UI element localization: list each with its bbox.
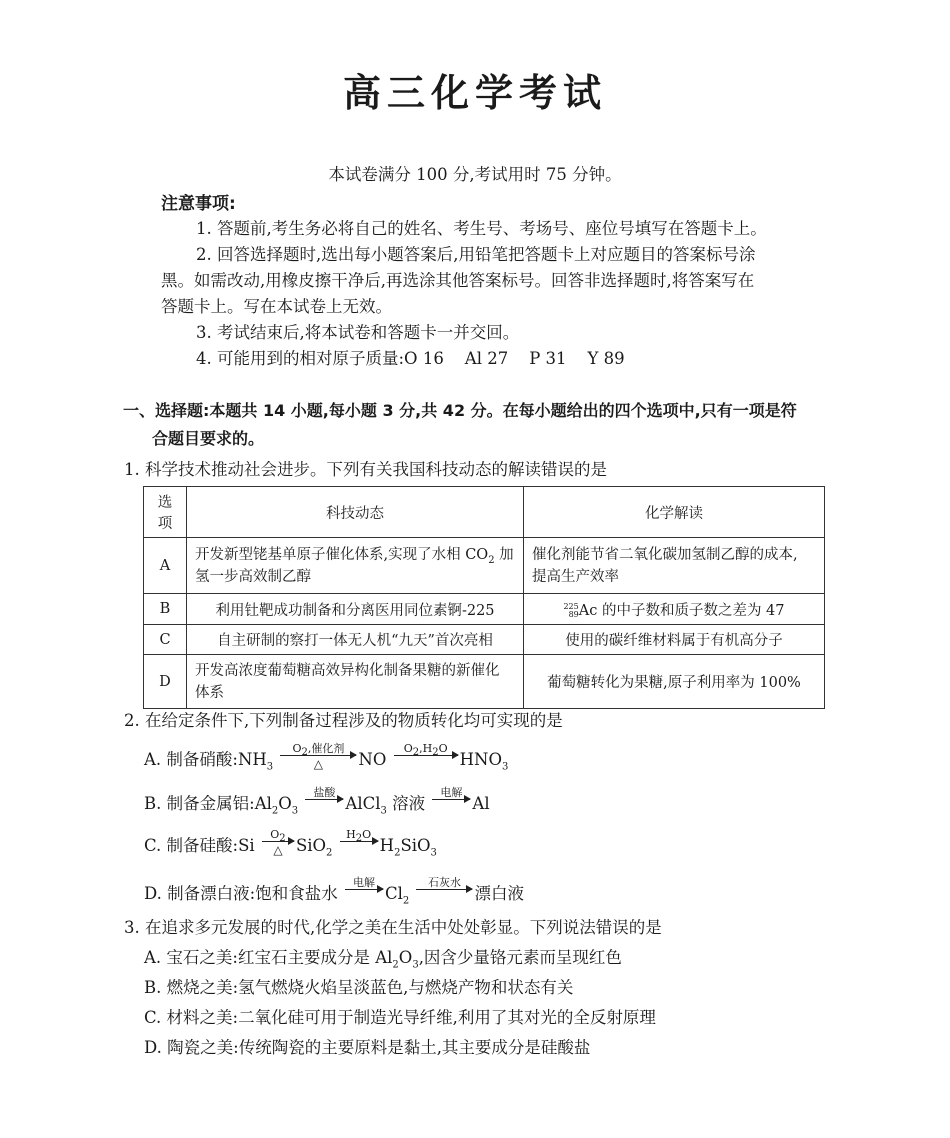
section-heading-line-2: 合题目要求的。 <box>152 429 265 448</box>
subscript: 2 <box>271 805 279 817</box>
arrow-icon <box>280 755 356 758</box>
row-tech: 利用钍靶成功制备和分离医用同位素锕-225 <box>187 594 524 625</box>
row-interpretation: 葡萄糖转化为果糖,原子利用率为 100% <box>524 655 825 709</box>
arrow-icon <box>340 841 378 844</box>
reaction-arrow <box>432 787 470 815</box>
option-text: A. 宝石之美:红宝石主要成分是 Al <box>144 948 393 967</box>
condition: O <box>403 741 413 755</box>
condition: ,催化剂 <box>307 741 345 755</box>
header-interpretation: 化学解读 <box>524 487 825 538</box>
formula: Si <box>238 836 255 855</box>
subscript: 3 <box>412 959 419 971</box>
condition: O <box>438 741 448 755</box>
row-tech-text: 开发新型铑基单原子催化体系,实现了水相 CO <box>195 546 489 563</box>
formula: SiO <box>295 836 327 855</box>
condition: 石灰水 <box>427 875 461 889</box>
row-label: C <box>144 625 187 655</box>
reaction-arrow <box>416 877 472 905</box>
heat-symbol: △ <box>273 842 283 857</box>
condition: ,H <box>419 741 433 755</box>
page-title: 高三化学考试 <box>342 71 607 115</box>
mass-number: 225 <box>563 601 579 611</box>
table-row <box>144 625 825 655</box>
atomic-number: 89 <box>568 609 579 619</box>
option-2b <box>144 785 490 819</box>
option-3c: C. 材料之美:二氧化硅可用于制造光导纤维,利用了其对光的全反射原理 <box>144 1008 656 1027</box>
subscript: 2 <box>326 847 333 859</box>
condition: 电解 <box>352 875 375 889</box>
row-tech <box>187 538 524 594</box>
header-option: 选项 <box>144 487 187 538</box>
question-1-stem: 1. 科学技术推动社会进步。下列有关我国科技动态的解读错误的是 <box>124 460 607 479</box>
formula: HNO <box>459 750 502 769</box>
formula: Al <box>254 794 272 813</box>
reaction-arrow <box>305 787 343 815</box>
question-3-stem: 3. 在追求多元发展的时代,化学之美在生活中处处彰显。下列说法错误的是 <box>124 918 662 937</box>
exam-info: 本试卷满分 100 分,考试用时 75 分钟。 <box>328 165 622 184</box>
question-2-stem: 2. 在给定条件下,下列制备过程涉及的物质转化均可实现的是 <box>124 711 563 730</box>
subscript: 2 <box>279 832 286 844</box>
reaction-arrow <box>394 743 458 771</box>
question-1-table <box>143 486 825 709</box>
condition: H <box>346 827 356 841</box>
row-label: A <box>144 538 187 594</box>
note-2-line-3: 答题卡上。写在本试卷上无效。 <box>161 297 392 316</box>
table-row <box>144 594 825 625</box>
arrow-icon <box>394 755 458 758</box>
row-interp-text: Ac 的中子数和质子数之差为 47 <box>578 602 785 619</box>
formula: NH <box>237 750 267 769</box>
arrow-icon <box>345 889 383 892</box>
formula: NO <box>358 750 387 769</box>
row-label: D <box>144 655 187 709</box>
row-tech-text: 开发高浓度葡萄糖高效异构化制备果糖的新催化 <box>195 662 500 679</box>
formula: O <box>278 794 292 813</box>
table-row <box>144 655 825 709</box>
subscript: 3 <box>291 805 299 817</box>
row-tech-text: 加 <box>494 546 514 563</box>
arrow-icon <box>416 889 472 892</box>
note-1: 1. 答题前,考生务必将自己的姓名、考生号、考场号、座位号填写在答题卡上。 <box>196 219 767 238</box>
heat-symbol: △ <box>313 756 324 771</box>
row-label: B <box>144 594 187 625</box>
subscript: 2 <box>355 832 363 844</box>
row-tech <box>187 655 524 709</box>
subscript: 2 <box>432 746 439 758</box>
subscript: 2 <box>394 847 401 859</box>
option-3d: D. 陶瓷之美:传统陶瓷的主要原料是黏土,其主要成分是硅酸盐 <box>144 1038 591 1057</box>
note-2-line-2: 黑。如需改动,用橡皮擦干净后,再选涂其他答案标号。回答非选择题时,将答案写在 <box>161 271 755 290</box>
note-3: 3. 考试结束后,将本试卷和答题卡一并交回。 <box>196 323 520 342</box>
row-interpretation <box>524 594 825 625</box>
formula: Al <box>472 794 490 813</box>
row-tech: 自主研制的察打一体无人机“九天”首次亮相 <box>187 625 524 655</box>
subscript: 3 <box>430 847 437 859</box>
condition: 盐酸 <box>313 785 336 799</box>
reaction-arrow <box>280 743 356 771</box>
option-text: C. 制备硅酸: <box>144 836 239 855</box>
option-text: A. 制备硝酸: <box>144 750 238 769</box>
row-tech-text: 体系 <box>195 684 224 701</box>
subscript: 2 <box>412 746 420 758</box>
formula: Cl <box>384 884 403 903</box>
isotope-notation <box>563 603 578 619</box>
formula: SiO <box>400 836 431 855</box>
row-interp-text: 催化剂能节省二氧化碳加氢制乙醇的成本, <box>532 546 798 563</box>
condition: 电解 <box>440 785 463 799</box>
reaction-arrow <box>340 829 378 857</box>
reaction-arrow <box>345 877 383 905</box>
table-header-row <box>144 487 825 538</box>
option-2a <box>144 741 509 775</box>
row-interpretation: 使用的碳纤维材料属于有机高分子 <box>524 625 825 655</box>
reaction-arrow <box>262 829 294 857</box>
option-text: D. 制备漂白液:饱和食盐水 <box>144 884 338 903</box>
note-4: 4. 可能用到的相对原子质量:O 16 Al 27 P 31 Y 89 <box>196 349 625 368</box>
subscript: 2 <box>301 746 308 758</box>
row-interp-text: 提高生产效率 <box>532 568 619 585</box>
subscript: 2 <box>392 959 399 971</box>
formula: 溶液 <box>386 794 426 813</box>
option-3b: B. 燃烧之美:氢气燃烧火焰呈淡蓝色,与燃烧产物和状态有关 <box>144 978 574 997</box>
row-tech-text: 氢一步高效制乙醇 <box>195 568 311 585</box>
formula: AlCl <box>345 794 381 813</box>
arrow-icon <box>432 799 470 802</box>
option-text: B. 制备金属铝: <box>144 794 255 813</box>
formula: H <box>379 836 395 855</box>
option-text: ,因含少量铬元素而呈现红色 <box>418 948 622 967</box>
subscript: 3 <box>266 761 274 773</box>
note-2-line-1: 2. 回答选择题时,选出每小题答案后,用铅笔把答题卡上对应题目的答案标号涂 <box>196 245 756 264</box>
subscript: 3 <box>502 761 509 773</box>
subscript: 2 <box>402 895 410 907</box>
formula: 漂白液 <box>474 884 524 903</box>
option-2d <box>144 875 524 909</box>
arrow-icon <box>305 799 343 802</box>
notes-heading: 注意事项: <box>161 194 236 214</box>
row-interpretation <box>524 538 825 594</box>
subscript: 3 <box>380 805 387 817</box>
section-heading-line-1: 一、选择题:本题共 14 小题,每小题 3 分,共 42 分。在每小题给出的四个选项中,只有一项是符 <box>123 401 797 420</box>
table-row <box>144 538 825 594</box>
arrow-icon <box>262 841 294 844</box>
option-2c <box>144 827 437 861</box>
condition: O <box>362 827 372 841</box>
subscript: 2 <box>488 554 495 566</box>
option-text: O <box>398 948 413 967</box>
option-3a <box>144 944 622 971</box>
condition: O <box>292 741 302 755</box>
condition: O <box>270 827 280 841</box>
header-tech: 科技动态 <box>187 487 524 538</box>
